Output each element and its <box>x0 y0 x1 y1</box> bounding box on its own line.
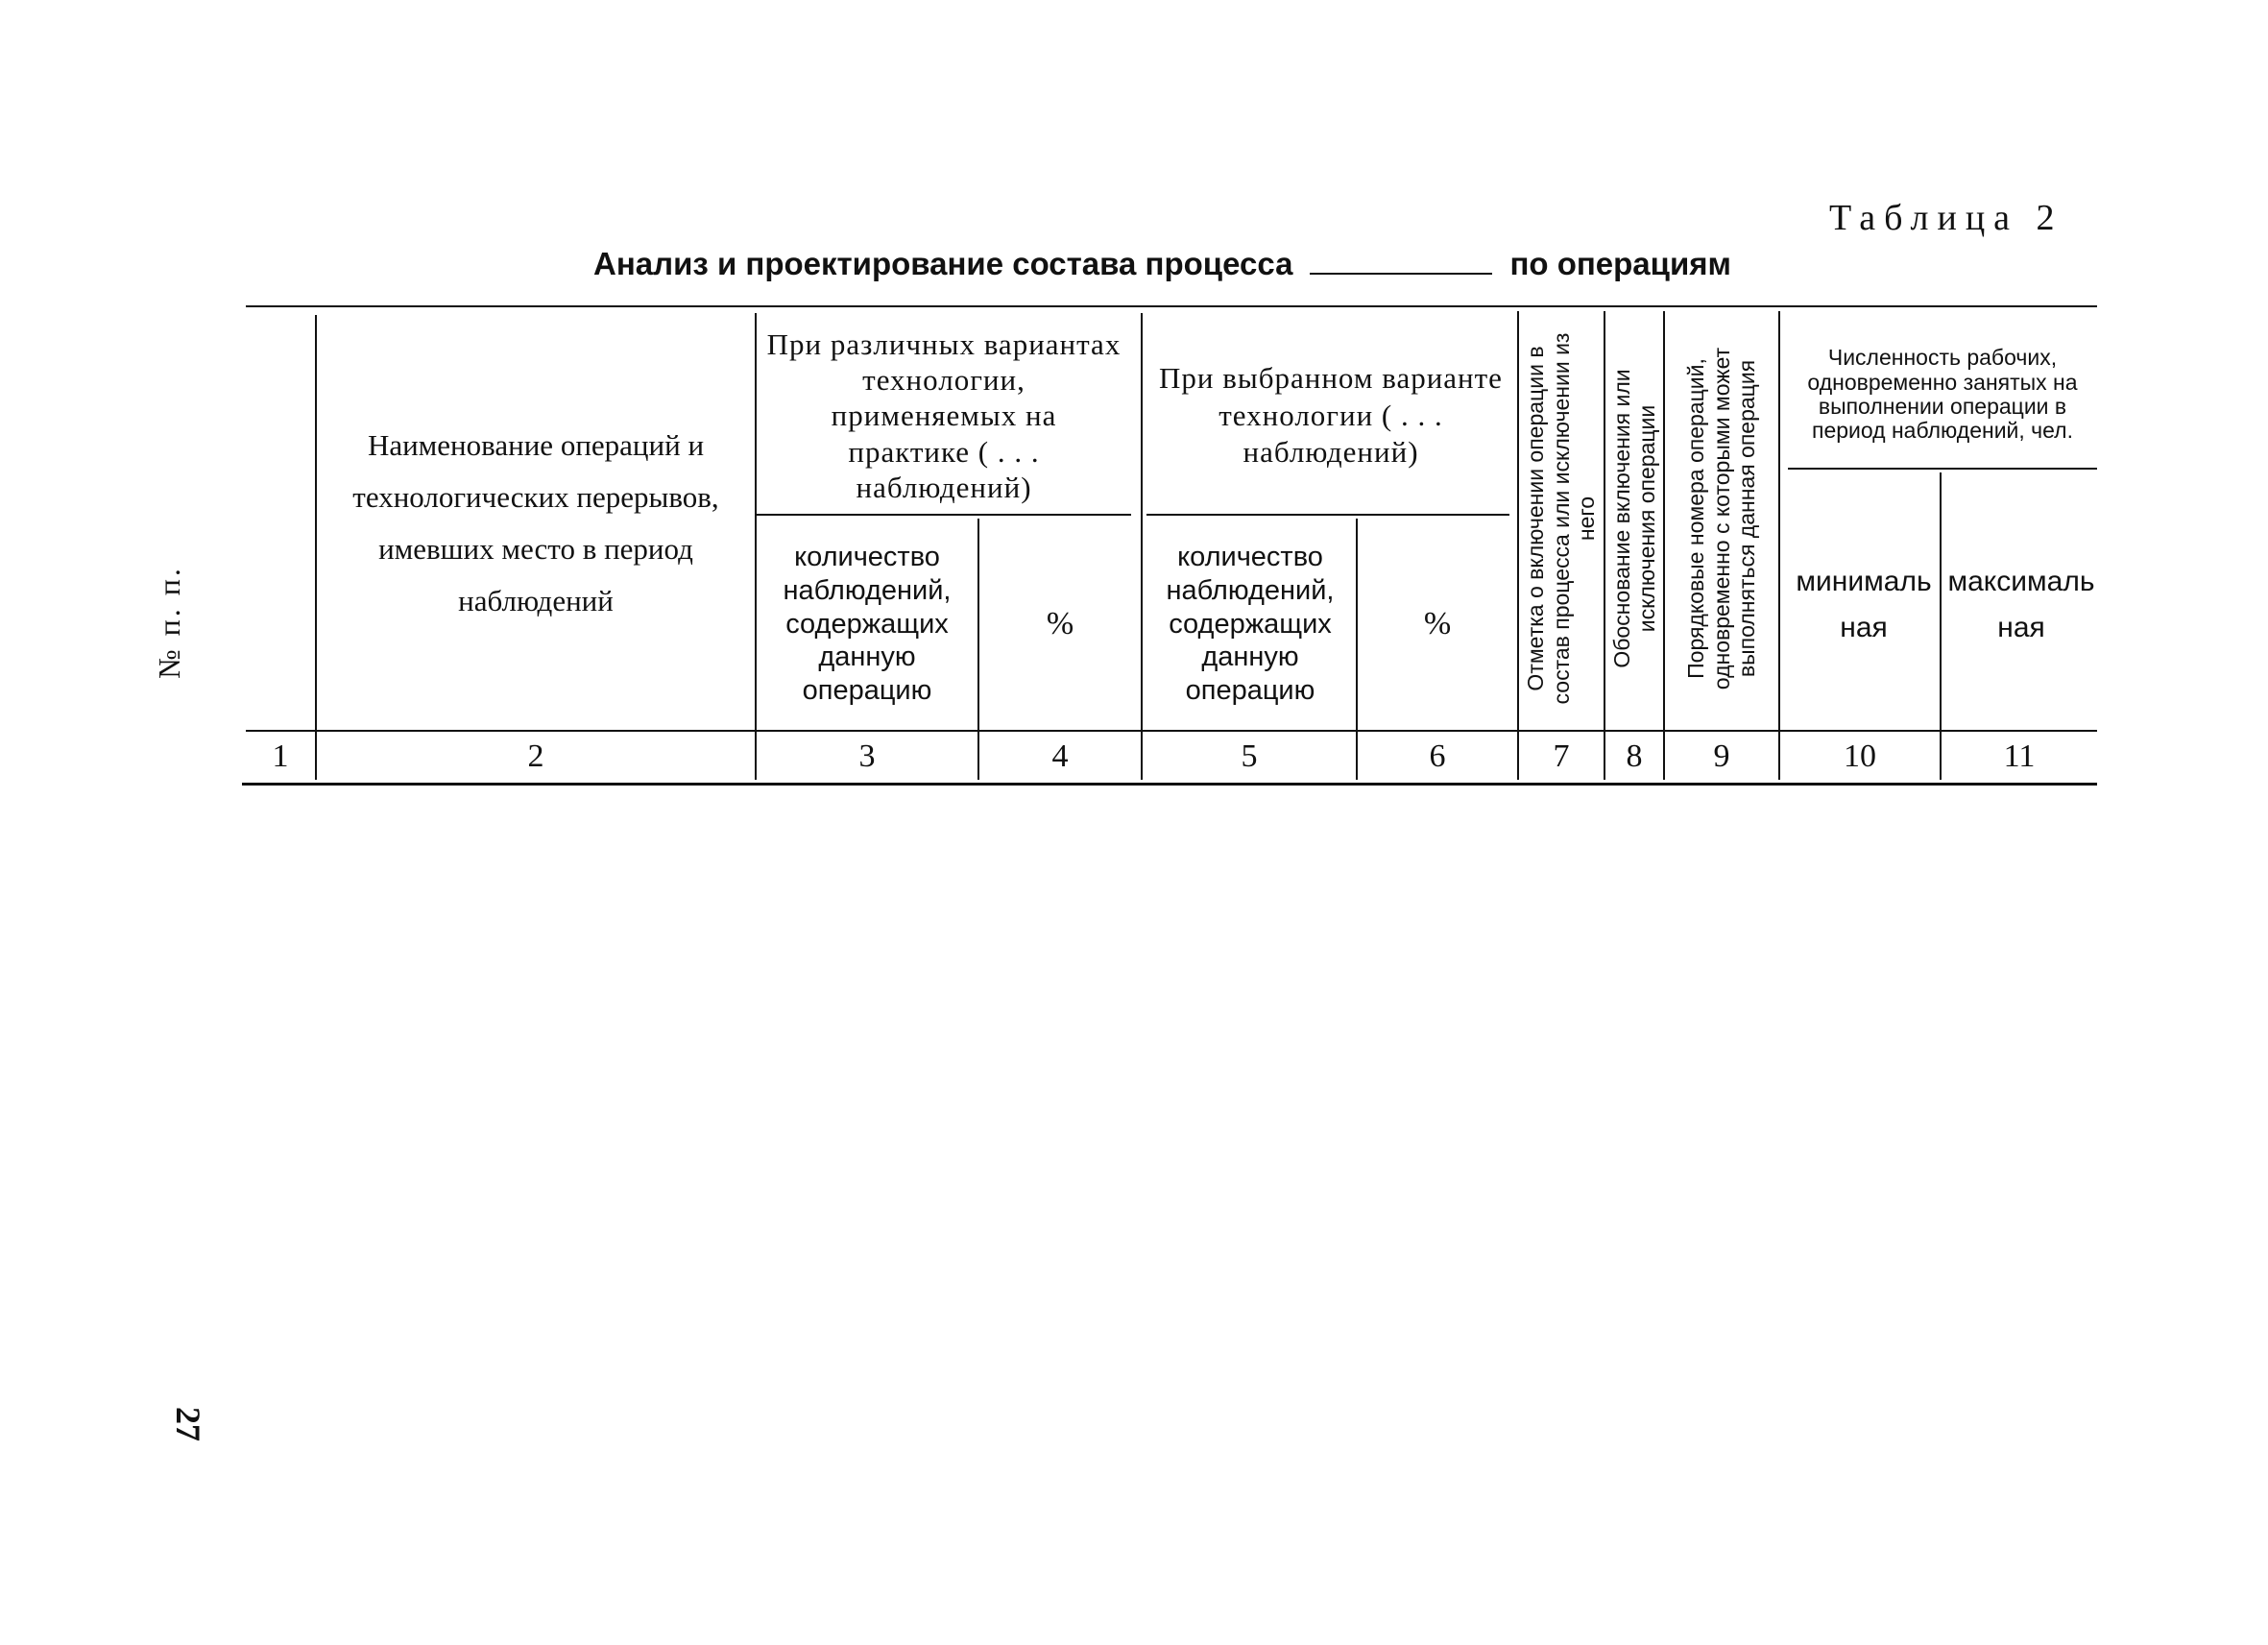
header-group-worker-count: Численность рабочих, одновременно занятых на выполнении операции в период наблюдений, чел. <box>1807 345 2078 444</box>
col-divider-9 <box>1778 311 1780 780</box>
col-divider-2 <box>755 313 757 780</box>
col-divider-7 <box>1604 311 1605 780</box>
col-divider-8 <box>1663 311 1665 780</box>
column-number-7: 7 <box>1553 738 1570 774</box>
col-divider-1 <box>315 315 317 780</box>
col-divider-4 <box>1141 313 1143 780</box>
header-col11-maximum: максимальная <box>1947 566 2095 643</box>
table-title <box>593 246 1731 282</box>
col-divider-6 <box>1517 311 1519 780</box>
header-col10-minimum: минимальная <box>1796 566 1932 643</box>
group-selected-underline <box>1146 514 1509 516</box>
header-col1-number: № п. п. <box>151 566 186 679</box>
table-title-after: по операциям <box>1509 246 1731 281</box>
column-number-10: 10 <box>1844 738 1876 774</box>
header-group-selected-technology: При выбранном варианте технологии ( . . . наблюдений) <box>1159 360 1503 470</box>
header-bottom-rule <box>246 730 2097 732</box>
column-number-4: 4 <box>1051 738 1069 774</box>
header-col2-operation-name: Наименование операций и технологических перерывов, имевших место в период наблюдений <box>352 427 719 618</box>
header-col4-percent: % <box>1046 605 1074 641</box>
column-number-5: 5 <box>1241 738 1258 774</box>
column-number-1: 1 <box>272 738 289 774</box>
table-top-rule <box>246 305 2097 307</box>
table-number: Таблица 2 <box>1829 198 2063 238</box>
group-workers-underline <box>1788 468 2097 470</box>
column-number-3: 3 <box>858 738 876 774</box>
column-number-11: 11 <box>2003 738 2036 774</box>
column-number-8: 8 <box>1626 738 1643 774</box>
header-col7-inclusion-mark: Отметка о включении операции в состав процесса или исключении из него <box>1523 332 1600 705</box>
header-col5-observations-count: количество наблюдений, содержащих данную операцию <box>1166 542 1335 707</box>
column-number-6: 6 <box>1429 738 1446 774</box>
header-col9-concurrent-operations: Порядковые номера операций, одновременно с которыми может выполняться данная операция <box>1683 347 1760 690</box>
table-bottom-rule <box>242 783 2097 786</box>
header-col6-percent: % <box>1423 605 1452 641</box>
column-number-9: 9 <box>1713 738 1730 774</box>
col-divider-10 <box>1940 472 1942 780</box>
group-various-underline <box>755 514 1131 516</box>
header-group-various-technology: При различных вариантах технологии, применяемых на практике ( . . . наблюдений) <box>766 327 1122 504</box>
header-col8-inclusion-justification: Обоснование включения или исключения операции <box>1608 369 1659 668</box>
table-title-before: Анализ и проектирование состава процесса <box>593 246 1293 281</box>
title-blank-line <box>1310 273 1492 275</box>
header-col3-observations-count: количество наблюдений, содержащих данную операцию <box>783 542 952 707</box>
column-number-2: 2 <box>527 738 544 774</box>
page-number: 27 <box>169 1407 207 1441</box>
